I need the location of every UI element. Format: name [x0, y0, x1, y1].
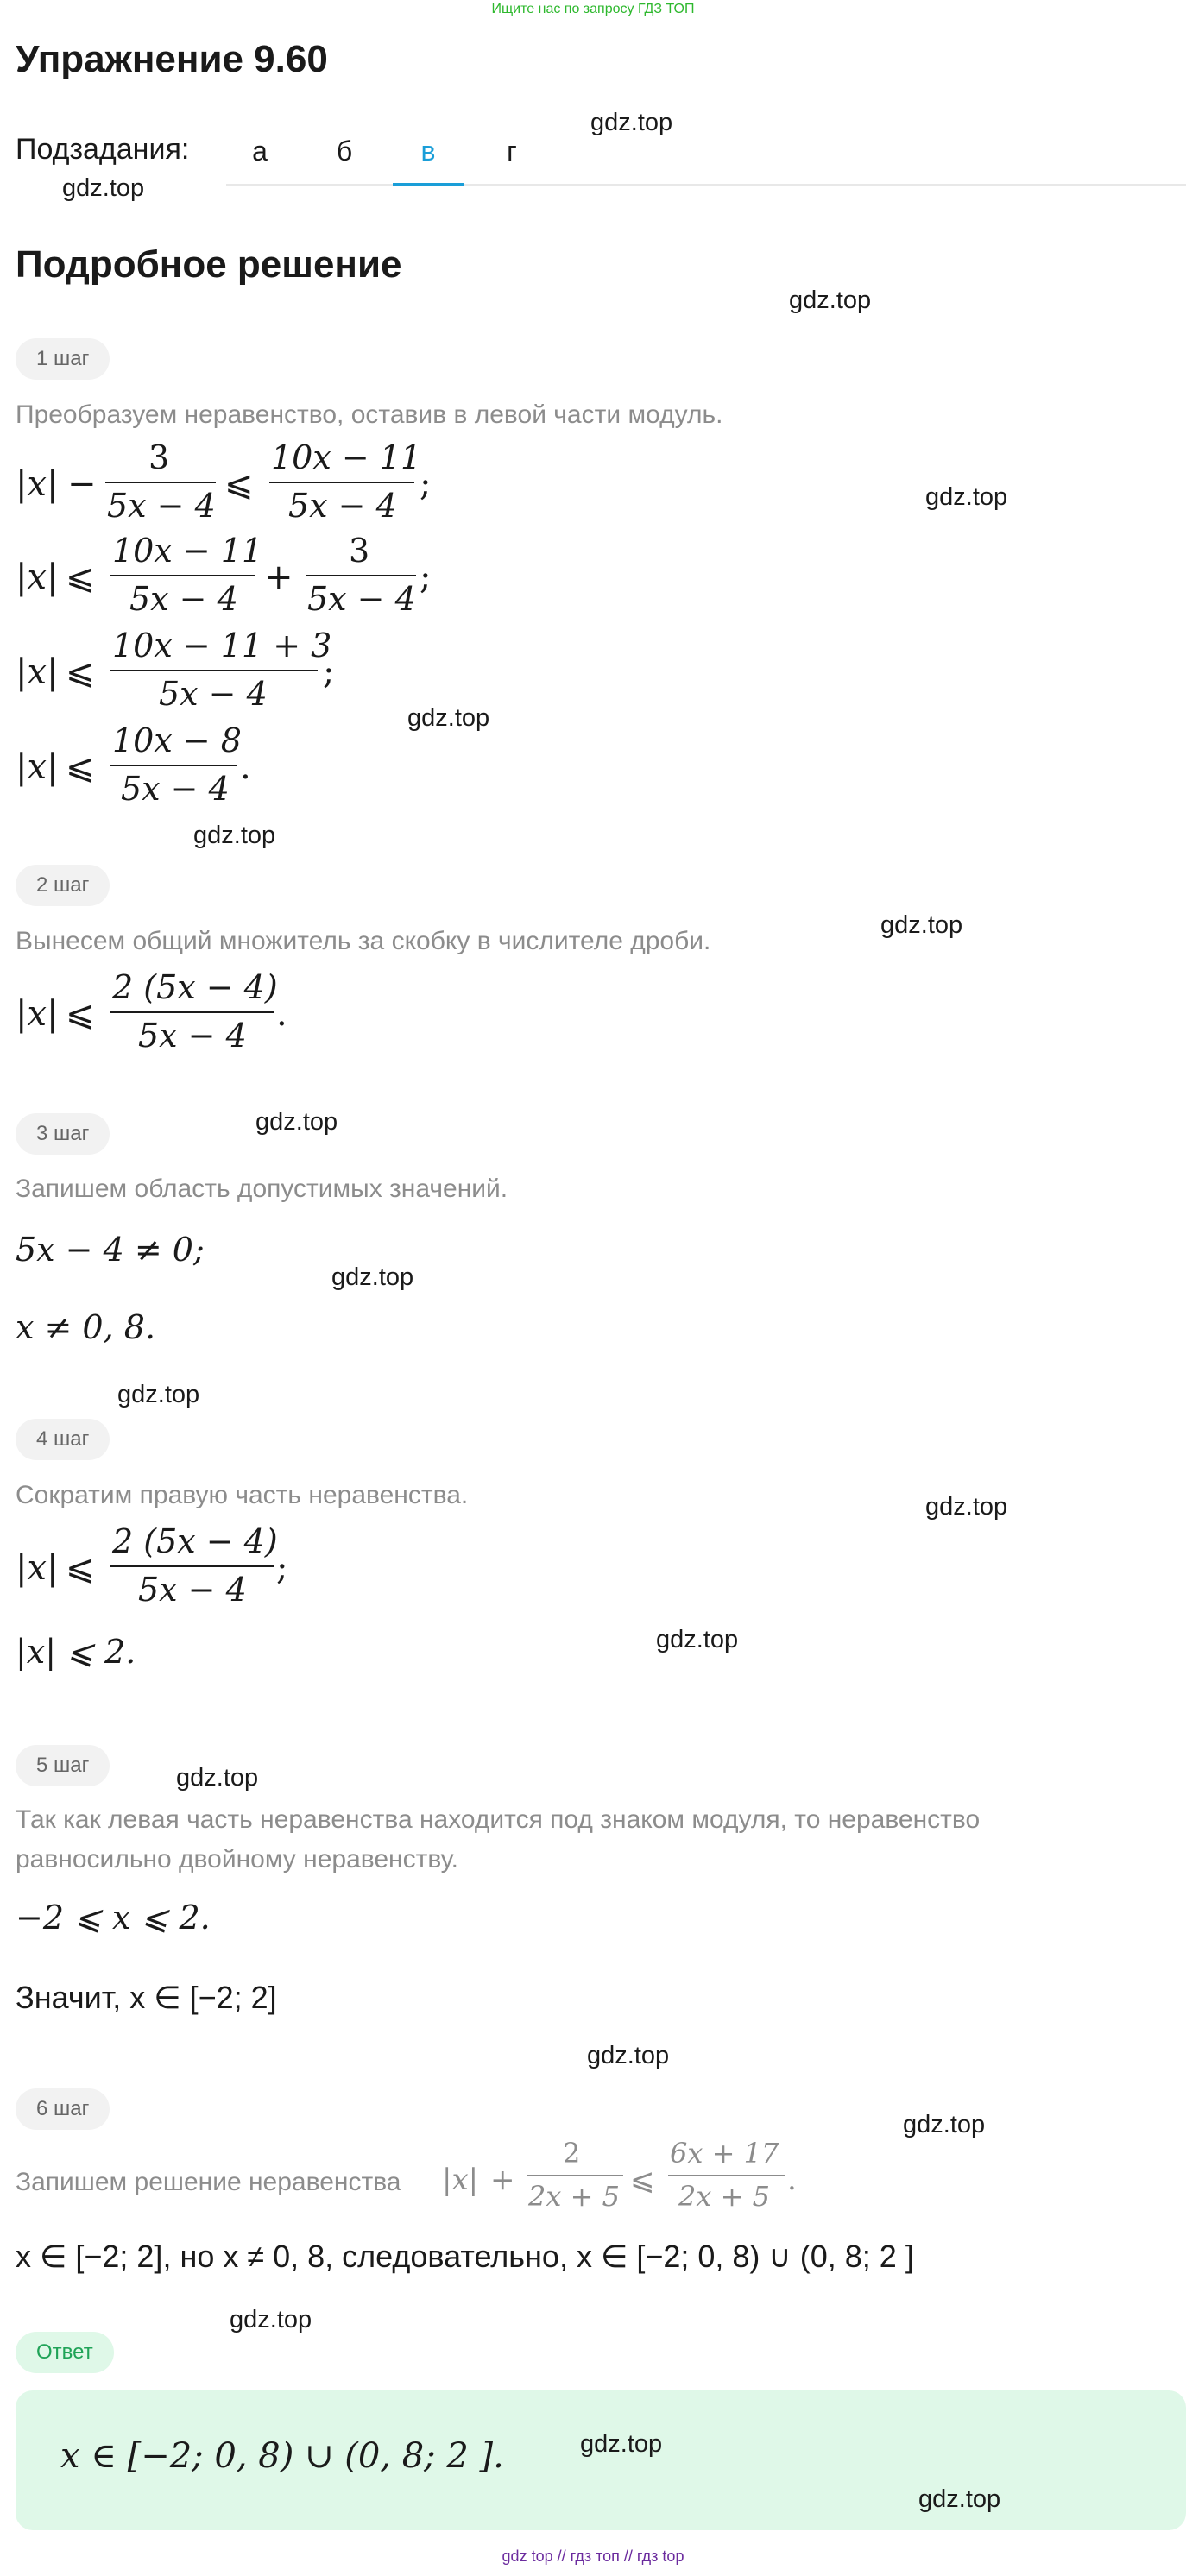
step-5-line-2: Значит, x ∈ [−2; 2]	[16, 1980, 277, 2015]
watermark: gdz.top	[587, 2042, 670, 2069]
step-4-note: Сократим правую часть неравенства.	[16, 1481, 469, 1509]
step-3-chip: 3 шаг	[16, 1113, 110, 1155]
step-1-chip: 1 шаг	[16, 338, 110, 380]
search-banner: Ищите нас по запросу ГДЗ ТОП	[491, 2, 695, 16]
subtasks-label: Подзадания:	[16, 133, 190, 166]
watermark: gdz.top	[117, 1381, 200, 1408]
watermark: gdz.top	[62, 174, 145, 202]
step-5-note: Так как левая часть неравенства находится под знаком модуля, то неравенство равносильно двойному неравенству.	[16, 1805, 981, 1874]
watermark: gdz.top	[230, 2306, 312, 2334]
watermark: gdz.top	[789, 287, 872, 314]
page-title: Упражнение 9.60	[16, 38, 328, 80]
step-4-line-2: |x| ⩽ 2.	[16, 1633, 136, 1671]
answer-math: x ∈ [−2; 0, 8) ∪ (0, 8; 2 ].	[60, 2436, 504, 2476]
step-4-chip: 4 шаг	[16, 1419, 110, 1460]
tab-v[interactable]: в	[393, 129, 464, 186]
tab-g[interactable]: г	[507, 135, 517, 167]
answer-chip: Ответ	[16, 2332, 114, 2373]
step-5-line-1: −2 ⩽ x ⩽ 2.	[16, 1899, 211, 1937]
step-3-note: Запишем область допустимых значений.	[16, 1175, 508, 1203]
step-5-chip: 5 шаг	[16, 1745, 110, 1786]
watermark: gdz.top	[176, 1764, 259, 1792]
step-6-line-1: x ∈ [−2; 2], но x ≠ 0, 8, следовательно, x ∈ [−2; 0, 8) ∪ (0, 8; 2 ]	[16, 2239, 914, 2274]
watermark: gdz.top	[580, 2430, 663, 2458]
step-6-chip: 6 шаг	[16, 2088, 110, 2130]
watermark: gdz.top	[903, 2111, 986, 2138]
step-3-line-1: 5x − 4 ≠ 0;	[16, 1231, 205, 1269]
tab-a[interactable]: а	[252, 135, 268, 167]
step-2-chip: 2 шаг	[16, 865, 110, 906]
watermark: gdz.top	[331, 1263, 414, 1291]
watermark: gdz.top	[918, 2485, 1001, 2513]
watermark: gdz.top	[880, 911, 963, 939]
watermark: gdz.top	[656, 1626, 739, 1653]
watermark: gdz.top	[925, 483, 1008, 511]
section-title: Подробное решение	[16, 243, 402, 286]
watermark: gdz.top	[193, 822, 276, 849]
watermark: gdz.top	[407, 704, 490, 732]
footer-links[interactable]: gdz top // гдз топ // гдз top	[502, 2548, 684, 2565]
step-3-line-2: x ≠ 0, 8.	[16, 1308, 156, 1346]
step-1-note: Преобразуем неравенство, оставив в левой части модуль.	[16, 400, 723, 429]
tab-b[interactable]: б	[336, 135, 353, 167]
watermark: gdz.top	[925, 1493, 1008, 1521]
step-2-note: Вынесем общий множитель за скобку в числителе дроби.	[16, 927, 711, 955]
watermark: gdz.top	[255, 1108, 338, 1136]
watermark: gdz.top	[590, 109, 673, 136]
tabs-divider	[226, 184, 1186, 186]
step-6-note: Запишем решение неравенства	[16, 2168, 401, 2196]
